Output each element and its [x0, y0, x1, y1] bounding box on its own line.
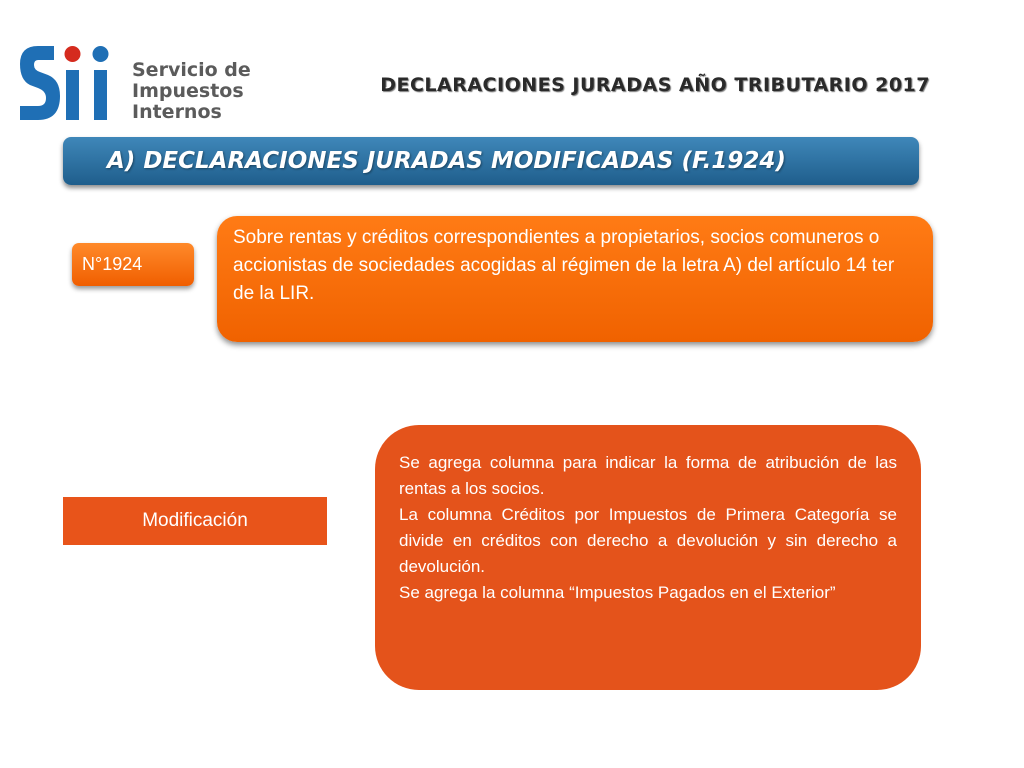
logo-line-1: Servicio de [132, 59, 251, 81]
modification-label: Modificación [63, 497, 327, 545]
logo-line-3: Internos [132, 101, 222, 123]
page-header-title: DECLARACIONES JURADAS AÑO TRIBUTARIO 2017 [380, 74, 930, 96]
section-banner: A) DECLARACIONES JURADAS MODIFICADAS (F.1924) [63, 137, 919, 185]
logo-line-2: Impuestos [132, 80, 244, 102]
form-description-box: Sobre rentas y créditos correspondientes a propietarios, socios comuneros o accionistas de sociedades acogidas al régimen de la letra A) del artículo 14 ter de la LIR. [217, 216, 933, 342]
modification-item-2: La columna Créditos por Impuestos de Primera Categoría se divide en créditos con derecho a devolución y sin derecho a devolución. [399, 505, 897, 576]
modification-item-1: Se agrega columna para indicar la forma de atribución de las rentas a los socios. [399, 453, 897, 498]
modification-details-box [375, 425, 921, 690]
modification-item-3: Se agrega la columna “Impuestos Pagados en el Exterior” [399, 583, 836, 602]
form-number-tag: N°1924 [72, 243, 194, 286]
logo-text [132, 60, 251, 123]
